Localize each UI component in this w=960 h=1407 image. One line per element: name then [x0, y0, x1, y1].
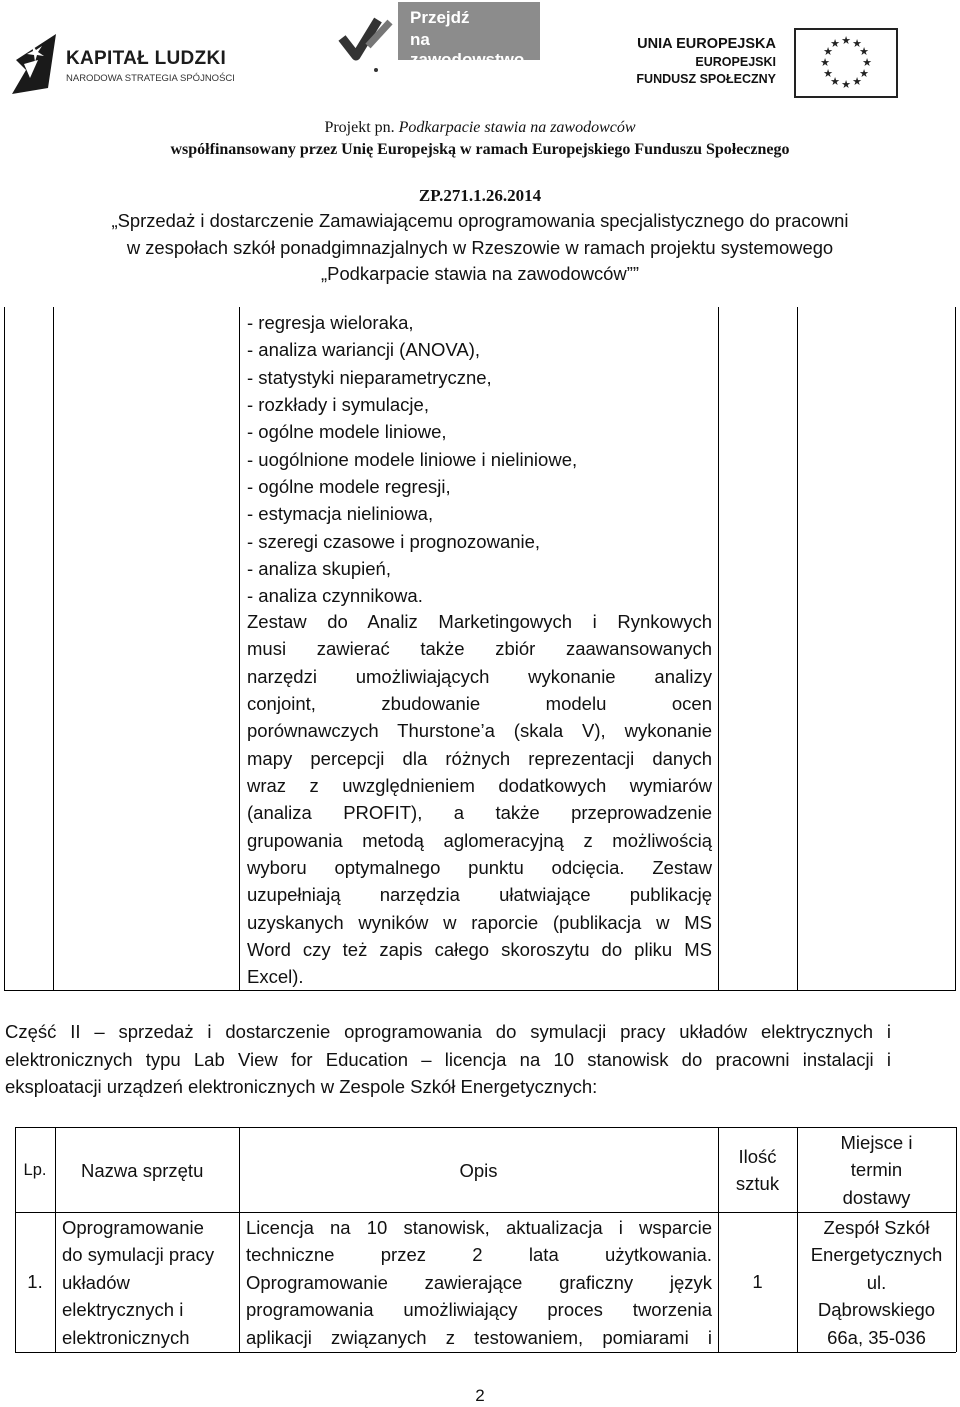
paragraph-line: musi zawierać także zbiór zaawansowanych [247, 638, 712, 660]
subject-block [0, 208, 960, 288]
td-desc-line: techniczne przez 2 lata użytkowania. [246, 1244, 712, 1266]
svg-text:★: ★ [852, 75, 862, 88]
th-name: Nazwa sprzętu [81, 1160, 204, 1181]
cofinance-line: współfinansowany przez Unię Europejską w ramach Europejskiego Funduszu Społecznego [170, 141, 790, 158]
svg-text:★: ★ [823, 45, 833, 58]
svg-text:★: ★ [859, 67, 869, 80]
td-name-line: do symulacji pracy [62, 1244, 215, 1266]
reference-number: ZP.271.1.26.2014 [418, 186, 542, 205]
bullet-item: - szeregi czasowe i prognozowanie, [247, 530, 541, 552]
td-name-line: elektrycznych i [62, 1299, 184, 1321]
td-desc-line: aplikacji związanych z testowaniem, pomiarami i [246, 1326, 712, 1348]
td-desc-line: programowania umożliwiający proces tworzenia [246, 1299, 712, 1321]
td-place-line: Dąbrowskiego [817, 1299, 936, 1321]
table1-paragraph [247, 608, 712, 991]
bullet-item: - regresja wieloraka, [247, 312, 414, 333]
bullet-item: - ogólne modele regresji, [247, 476, 451, 498]
td-name-line: Oprogramowanie [62, 1217, 204, 1238]
th-place-line: dostawy [842, 1186, 911, 1208]
svg-text:★: ★ [852, 37, 862, 50]
bullet-item: - analiza czynnikowa. [247, 585, 423, 607]
paragraph-line: conjoint, zbudowanie modelu ocen [247, 693, 712, 715]
checkmark-icon [338, 12, 396, 74]
th-desc: Opis [459, 1160, 498, 1181]
paragraph-line: grupowania metodą aglomeracyjną z możliwością [247, 829, 712, 851]
td-name-line: elektronicznych [62, 1326, 190, 1348]
paragraph-line: porównawczych Thurstone’a (skala V), wykonanie [247, 720, 712, 742]
bullet-item: - analiza wariancji (ANOVA), [247, 339, 481, 361]
paragraph-line: narzędzi umożliwiających wykonanie analizy [247, 665, 712, 687]
project-line [0, 119, 960, 137]
bullet-item: - rozkłady i symulacje, [247, 394, 429, 416]
th-place-line: Miejsce i [840, 1132, 913, 1153]
th-lp: Lp. [23, 1161, 47, 1179]
subject-line: „Sprzedaż i dostarczenie Zamawiającemu oprogramowania specjalistycznego do pracowni [111, 210, 849, 231]
na-zawodowstwo-label: na zawodowstwo [410, 30, 525, 69]
part2-paragraph [5, 1018, 891, 1101]
svg-text:★: ★ [862, 56, 872, 69]
paragraph-line: Zestaw do Analiz Marketingowych i Rynkowych [247, 611, 712, 632]
td-desc-line: Oprogramowanie zawierające graficzny język [246, 1271, 712, 1293]
td-lp: 1. [27, 1271, 43, 1292]
part2-line: Część II – sprzedaż i dostarczenie oprogramowania do symulacji pracy układów elektrycznych i [5, 1021, 891, 1042]
td-name-line: układów [62, 1271, 130, 1293]
th-place-line: termin [850, 1159, 903, 1181]
svg-text:★: ★ [830, 75, 840, 88]
eu-flag-icon [794, 28, 898, 98]
subject-line: w zespołach szkół ponadgimnazjalnych w Rzeszowie w ramach projektu systemowego [126, 236, 834, 258]
bullet-item: - analiza skupień, [247, 558, 391, 580]
kapital-ludzki-emblem-icon [8, 30, 60, 96]
th-place [797, 1129, 956, 1211]
paragraph-line: uzyskanych wyników w raporcie (publikacja w MS [247, 911, 712, 933]
paragraph-line: Word czy też zapis całego skoroszytu do pliku MS [247, 939, 712, 961]
td-place-line: Energetycznych [810, 1244, 943, 1266]
paragraph-line: uzupełniają narzędzia ułatwiające publikację [247, 884, 712, 906]
paragraph-line: wraz z uwzględnieniem dodatkowych wymiarów [247, 775, 712, 797]
kapital-ludzki-logo [8, 30, 238, 96]
th-qty-line: Ilość [738, 1146, 777, 1167]
subject-line: „Podkarpacie stawia na zawodowców”” [321, 263, 639, 284]
project-prefix: Projekt pn. [324, 119, 399, 136]
bullet-item: - estymacja nieliniowa, [247, 503, 434, 525]
bullet-item: - statystyki nieparametryczne, [247, 366, 492, 388]
td-qty: 1 [752, 1271, 763, 1292]
td-place-line: 66a, 35-036 [827, 1326, 926, 1348]
przejdz-na-zawodowstwo-logo [338, 2, 548, 69]
bullet-item: - ogólne modele liniowe, [247, 421, 447, 443]
kapital-ludzki-title: KAPITAŁ LUDZKI [66, 48, 227, 69]
eu-logo [586, 28, 898, 100]
th-qty-line: sztuk [735, 1173, 780, 1195]
table1-bullets [247, 309, 712, 610]
td-place [797, 1214, 956, 1351]
th-qty [718, 1143, 797, 1198]
td-place-line: ul. [866, 1271, 887, 1293]
part2-line: eksploatacji urządzeń elektronicznych w Zespole Szkół Energetycznych: [5, 1076, 598, 1097]
page-number: 2 [475, 1386, 485, 1405]
td-place-line: Zespół Szkół [823, 1217, 930, 1238]
paragraph-line: Excel). [247, 966, 304, 988]
svg-text:★: ★ [830, 37, 840, 50]
td-desc-line: Licencja na 10 stanowisk, aktualizacja i wsparcie [246, 1217, 712, 1238]
paragraph-line: mapy percepcji dla różnych reprezentacji danych [247, 747, 712, 769]
przejdz-label: Przejdź [410, 8, 470, 27]
svg-text:★: ★ [823, 67, 833, 80]
ue-line2: EUROPEJSKI [695, 55, 776, 69]
kapital-ludzki-subtitle: NARODOWA STRATEGIA SPÓJNOŚCI [66, 73, 235, 84]
svg-text:★: ★ [841, 78, 851, 91]
svg-text:★: ★ [859, 45, 869, 58]
td-desc [246, 1214, 712, 1351]
svg-text:★: ★ [820, 56, 830, 69]
td-name [62, 1214, 237, 1351]
bullet-item: - uogólnione modele liniowe i nieliniowe, [247, 448, 578, 470]
ue-line3: FUNDUSZ SPOŁECZNY [636, 72, 776, 86]
ue-line1: UNIA EUROPEJSKA [637, 36, 776, 52]
paragraph-line: (analiza PROFIT), a także przeprowadzenie [247, 802, 712, 824]
project-name: Podkarpacie stawia na zawodowców [398, 119, 636, 136]
svg-text:★: ★ [841, 34, 851, 47]
paragraph-line: wyboru optymalnego punktu odcięcia. Zestaw [247, 857, 712, 879]
part2-line: elektronicznych typu Lab View for Education – licencja na 10 stanowisk do pracowni instalacji i [5, 1048, 891, 1070]
